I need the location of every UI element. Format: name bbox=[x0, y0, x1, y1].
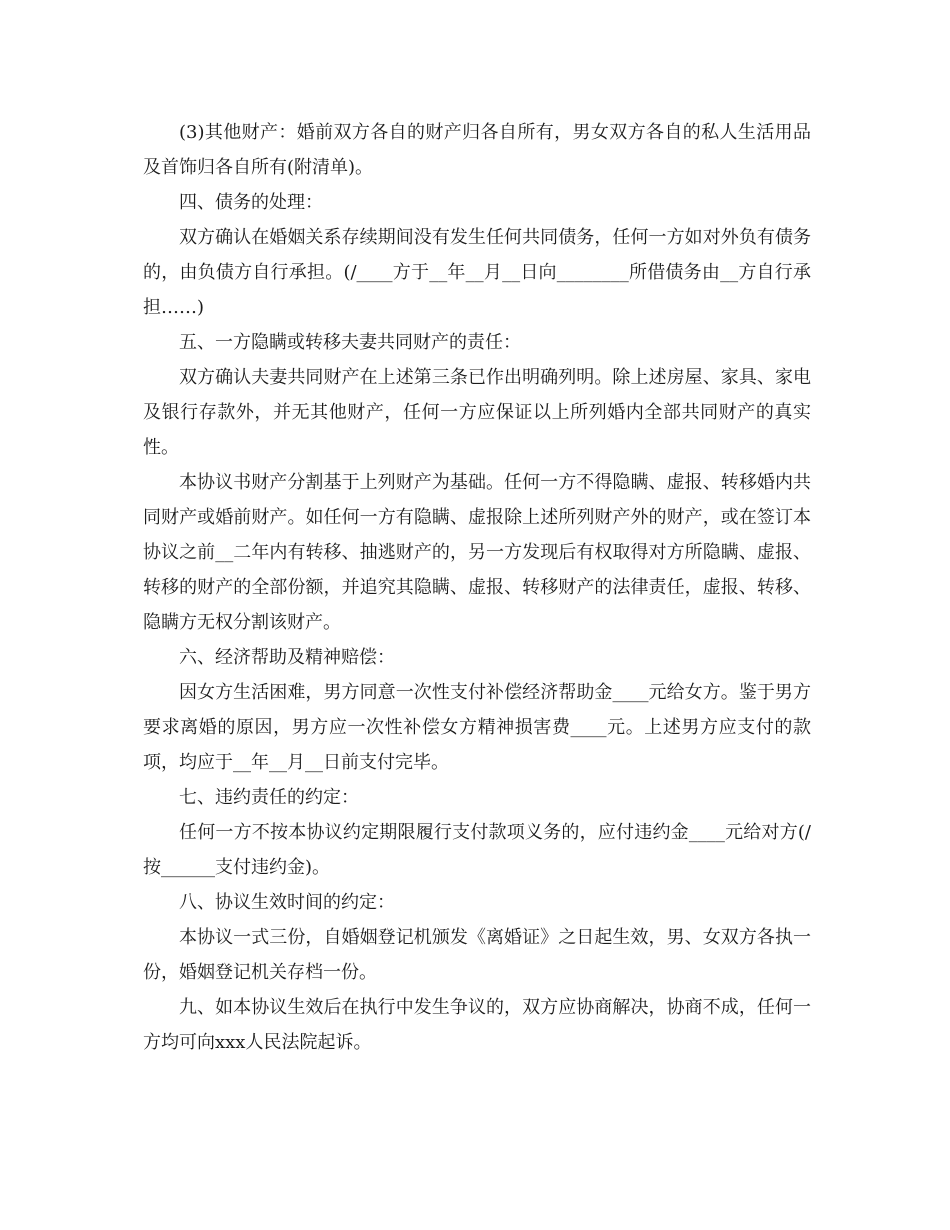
paragraph-financial-aid: 因女方生活困难，男方同意一次性支付补偿经济帮助金____元给女方。鉴于男方要求离婚的原因，男方应一次性补偿女方精神损害费____元。上述男方应支付的款项，均应于__年__月__日前支付完毕。 bbox=[143, 682, 811, 773]
paragraph-breach-penalty: 任何一方不按本协议约定期限履行支付款项义务的，应付违约金____元给对方(/按______支付违约金)。 bbox=[143, 822, 811, 878]
paragraph-other-property: (3)其他财产：婚前双方各自的财产归各自所有，男女双方各自的私人生活用品及首饰归各自所有(附清单)。 bbox=[143, 122, 811, 178]
paragraph-effective-date: 本协议一式三份，自婚姻登记机颁发《离婚证》之日起生效，男、女双方各执一份，婚姻登记机关存档一份。 bbox=[143, 927, 811, 983]
heading-breach-liability: 七、违约责任的约定： bbox=[179, 787, 359, 808]
heading-financial-aid-compensation: 六、经济帮助及精神赔偿： bbox=[179, 647, 395, 668]
paragraph-debt-confirmation: 双方确认在婚姻关系存续期间没有发生任何共同债务，任何一方如对外负有债务的，由负债方自行承担。(/____方于__年__月__日向________所借债务由__方自行承担……) bbox=[143, 227, 811, 318]
heading-effective-date: 八、协议生效时间的约定： bbox=[179, 892, 395, 913]
paragraph-property-division-basis: 本协议书财产分割基于上列财产为基础。任何一方不得隐瞒、虚报、转移婚内共同财产或婚前财产。如任何一方有隐瞒、虚报除上述所列财产外的财产，或在签订本协议之前__二年内有转移、抽逃财产的，另一方发现后有权取得对方所隐瞒、虚报、转移的财产的全部份额，并追究其隐瞒、虚报、转移财产的法律责任，虚报、转移、隐瞒方无权分割该财产。 bbox=[143, 472, 811, 633]
paragraph-dispute-resolution: 九、如本协议生效后在执行中发生争议的，双方应协商解决，协商不成，任何一方均可向xxx人民法院起诉。 bbox=[143, 997, 811, 1053]
heading-concealment-liability: 五、一方隐瞒或转移夫妻共同财产的责任： bbox=[179, 332, 521, 353]
document-body bbox=[143, 115, 811, 1060]
heading-debt-handling: 四、债务的处理： bbox=[179, 192, 323, 213]
paragraph-joint-property-confirmation: 双方确认夫妻共同财产在上述第三条已作出明确列明。除上述房屋、家具、家电及银行存款外，并无其他财产，任何一方应保证以上所列婚内全部共同财产的真实性。 bbox=[143, 367, 811, 458]
